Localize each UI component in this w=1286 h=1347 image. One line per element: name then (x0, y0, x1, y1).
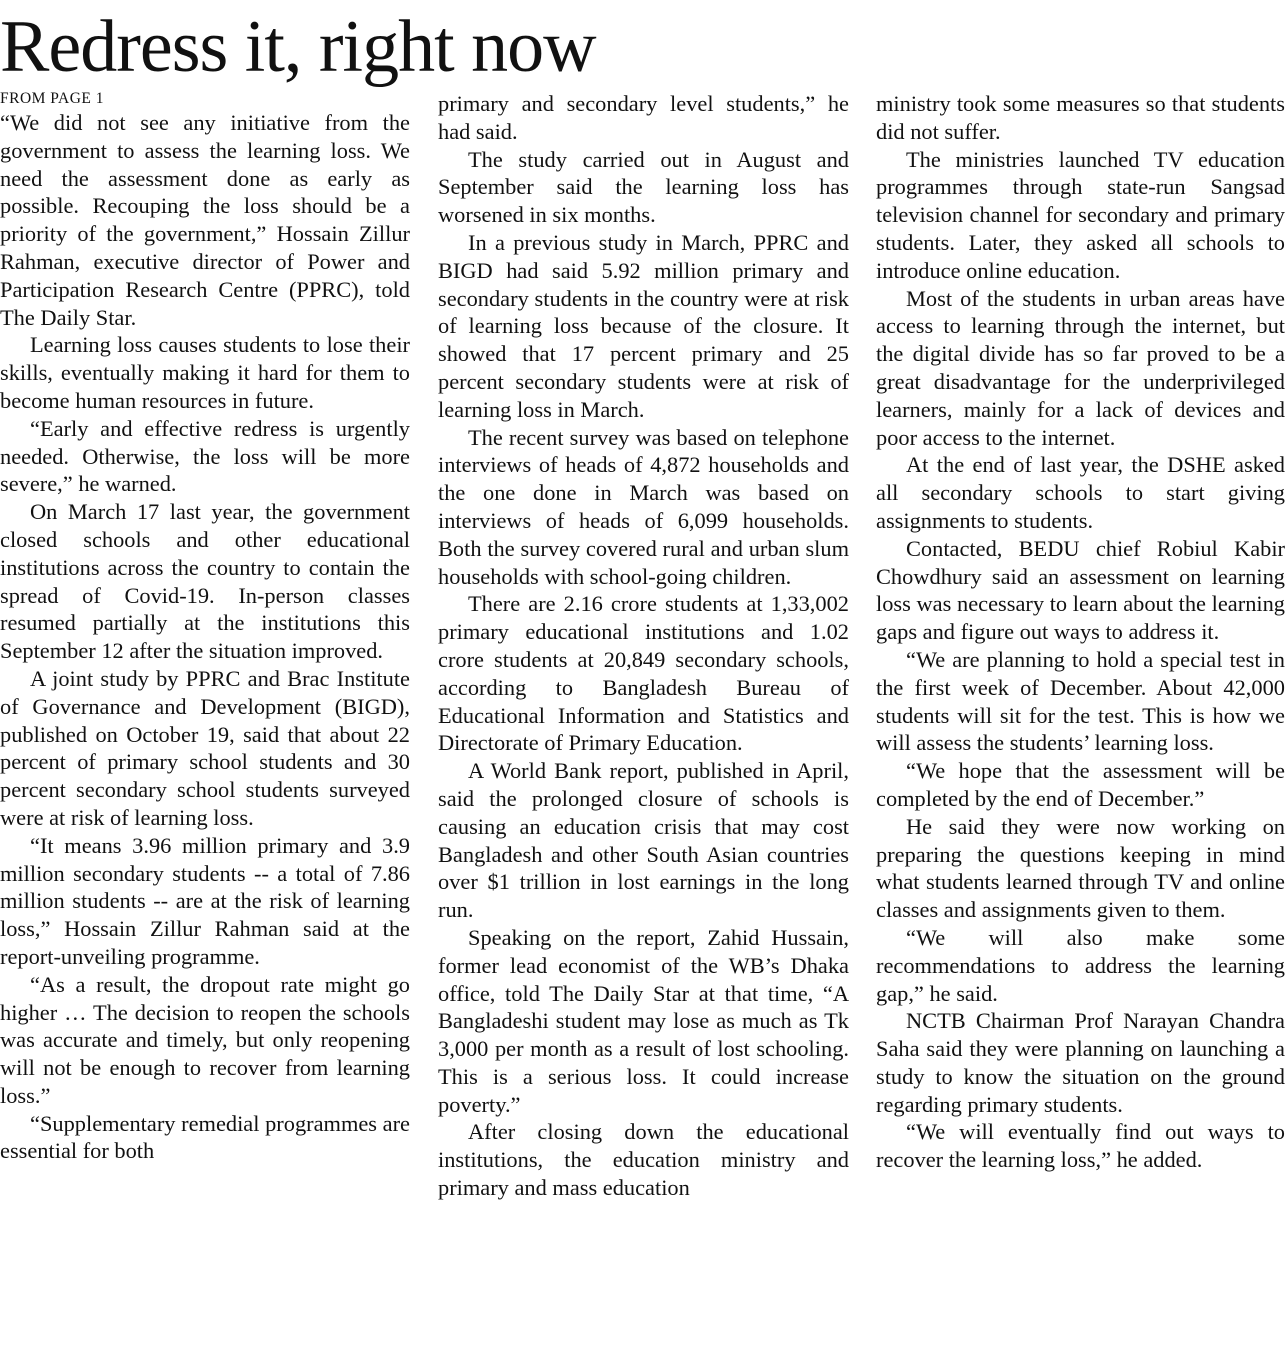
paragraph: After closing down the educational institutions, the education ministry and primary and mass education (438, 1119, 849, 1201)
paragraph: A joint study by PPRC and Brac Institute of Governance and Development (BIGD), published on October 19, said that about 22 percent of primary school students and 30 percent secondary school students surveyed were at risk of learning loss. (0, 665, 410, 830)
paragraph: Most of the students in urban areas have access to learning through the internet, but the digital divide has so far proved to be a great disadvantage for the underprivileged learners, mainly for a lack of devices and poor access to the internet. (876, 285, 1285, 450)
article-column-3 (876, 90, 1285, 1345)
paragraph: “We hope that the assessment will be completed by the end of December.” (876, 758, 1285, 811)
paragraph: “As a result, the dropout rate might go higher … The decision to reopen the schools was accurate and timely, but only reopening will not be enough to recover from learning loss.” (0, 971, 410, 1108)
paragraph: “It means 3.96 million primary and 3.9 million secondary students -- a total of 7.86 million students -- are at the risk of learning loss,” Hossain Zillur Rahman said at the report-unveiling programme. (0, 832, 410, 969)
paragraph: On March 17 last year, the government closed schools and other educational institutions across the country to contain the spread of Covid-19. In-person classes resumed partially at the institutions this September 12 after the situation improved. (0, 499, 410, 664)
paragraph: At the end of last year, the DSHE asked all secondary schools to start giving assignments to students. (876, 452, 1285, 533)
article-headline: Redress it, right now (0, 6, 596, 88)
paragraph: The ministries launched TV education programmes through state-run Sangsad television channel for secondary and primary students. Later, they asked all schools to introduce online education. (876, 146, 1285, 283)
paragraph: A World Bank report, published in April, said the prolonged closure of schools is causing an education crisis that may cost Bangladesh and other South Asian countries over $1 trillion in lost earnings in the long run. (438, 758, 849, 923)
paragraph: Speaking on the report, Zahid Hussain, former lead economist of the WB’s Dhaka office, told The Daily Star at that time, “A Bangladeshi student may lose as much as Tk 3,000 per month as a result of lost schooling. This is a serious loss. It could increase poverty.” (438, 924, 849, 1117)
paragraph: ministry took some measures so that students did not suffer. (876, 91, 1285, 144)
paragraph: “We will eventually find out ways to recover the learning loss,” he added. (876, 1119, 1285, 1173)
jump-line-from-page: FROM PAGE 1 (0, 90, 104, 107)
paragraph: NCTB Chairman Prof Narayan Chandra Saha said they were planning on launching a study to know the situation on the ground regarding primary students. (876, 1008, 1285, 1117)
paragraph: The study carried out in August and September said the learning loss has worsened in six months. (438, 146, 849, 228)
paragraph: In a previous study in March, PPRC and BIGD had said 5.92 million primary and secondary students in the country were at risk of learning loss because of the closure. It showed that 17 percent primary and 25 percent secondary students were at risk of learning loss in March. (438, 229, 849, 422)
paragraph: There are 2.16 crore students at 1,33,002 primary educational institutions and 1.02 crore students at 20,849 secondary schools, according to Bangladesh Bureau of Educational Information and Statistics and Directorate of Primary Education. (438, 591, 849, 756)
paragraph: Learning loss causes students to lose their skills, eventually making it hard for them to become human resources in future. (0, 332, 410, 413)
paragraph: “Supplementary remedial programmes are essential for both (0, 1110, 410, 1164)
paragraph: The recent survey was based on telephone interviews of heads of 4,872 households and the one done in March was based on interviews of heads of 6,099 households. Both the survey covered rural and urban slum households with school-going children. (438, 424, 849, 589)
paragraph: “We did not see any initiative from the government to assess the learning loss. We need the assessment done as early as possible. Recouping the loss should be a priority of the government,” Hossain Zillur Rahman, executive director of Power and Participation Research Centre (PPRC), told The Daily Star. (0, 110, 410, 330)
paragraph: He said they were now working on preparing the questions keeping in mind what students learned through TV and online classes and assignments given to them. (876, 813, 1285, 923)
paragraph: “We will also make some recommendations to address the learning gap,” he said. (876, 924, 1285, 1006)
paragraph: Contacted, BEDU chief Robiul Kabir Chowdhury said an assessment on learning loss was necessary to learn about the learning gaps and figure out ways to address it. (876, 535, 1285, 645)
paragraph: “Early and effective redress is urgently needed. Otherwise, the loss will be more severe,” he warned. (0, 415, 410, 497)
paragraph: “We are planning to hold a special test in the first week of December. About 42,000 students will sit for the test. This is how we will assess the students’ learning loss. (876, 646, 1285, 756)
paragraph: primary and secondary level students,” he had said. (438, 91, 849, 144)
article-column-1 (0, 88, 410, 1343)
article-column-2 (438, 90, 849, 1345)
